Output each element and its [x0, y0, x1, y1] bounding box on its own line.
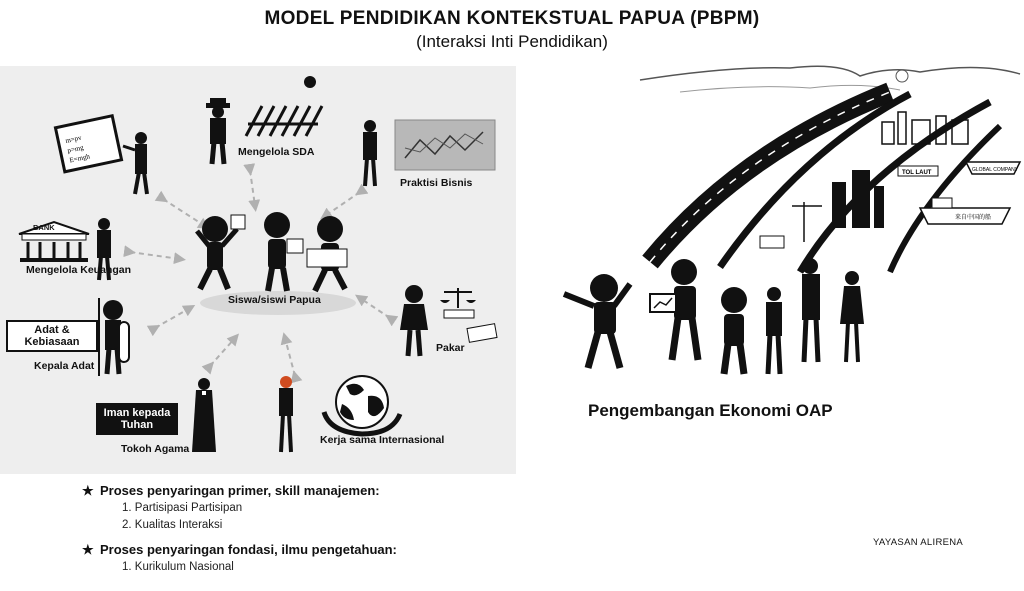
iman-box: Iman kepada Tuhan — [96, 403, 178, 435]
label-praktisi: Praktisi Bisnis — [400, 177, 473, 189]
bullet-fondasi-text: Proses penyaringan fondasi, ilmu pengetahuan: — [100, 542, 397, 557]
label-tokoh-agama: Tokoh Agama — [121, 443, 190, 455]
svg-text:p=mg: p=mg — [66, 143, 85, 155]
chief-figure — [93, 298, 133, 378]
center-label: Siswa/siswi Papua — [228, 294, 321, 306]
tol-sign-text: TOL LAUT — [902, 170, 932, 176]
interaction-panel — [0, 66, 516, 474]
label-kepala-adat: Kepala Adat — [34, 360, 95, 372]
svg-text:E=mgh: E=mgh — [68, 152, 91, 165]
star-icon: ★ — [82, 542, 94, 557]
development-illustration — [560, 62, 1020, 372]
priest-figure — [188, 378, 222, 458]
oap-caption: Pengembangan Ekonomi OAP — [588, 401, 833, 420]
label-sda: Mengelola SDA — [238, 146, 315, 158]
bullet-fondasi — [82, 542, 397, 558]
label-pakar: Pakar — [436, 342, 465, 354]
label-keuangan: Mengelola Keuangan — [26, 264, 132, 276]
teacher-figure — [55, 116, 155, 196]
bank-sign: BANK — [33, 223, 55, 232]
global-company-text: GLOBAL COMPANY — [972, 167, 1019, 173]
children-figures — [195, 211, 360, 296]
bullet-primer-text: Proses penyaringan primer, skill manajemen: — [100, 483, 380, 498]
page-title: MODEL PENDIDIKAN KONTEKSTUAL PAPUA (PBPM) — [264, 8, 760, 29]
bullet-primer — [82, 483, 380, 499]
label-kerjasama: Kerja sama Internasional — [320, 434, 445, 446]
svg-text:m=pv: m=pv — [64, 133, 83, 145]
bullet-primer-item-2: 2. Kualitas Interaksi — [122, 519, 223, 531]
adat-box: Adat & Kebiasaan — [6, 320, 98, 352]
star-icon: ★ — [82, 483, 94, 498]
org-name: YAYASAN ALIRENA — [873, 537, 964, 548]
bullet-fondasi-item-1: 1. Kurikulum Nasional — [122, 561, 234, 573]
ship-text: 来自中国的船 — [955, 214, 992, 221]
road-label: TRANS PAPUA — [722, 165, 778, 216]
page-subtitle: (Interaksi Inti Pendidikan) — [416, 32, 608, 51]
bullet-primer-item-1: 1. Partisipasi Partisipan — [122, 502, 243, 514]
